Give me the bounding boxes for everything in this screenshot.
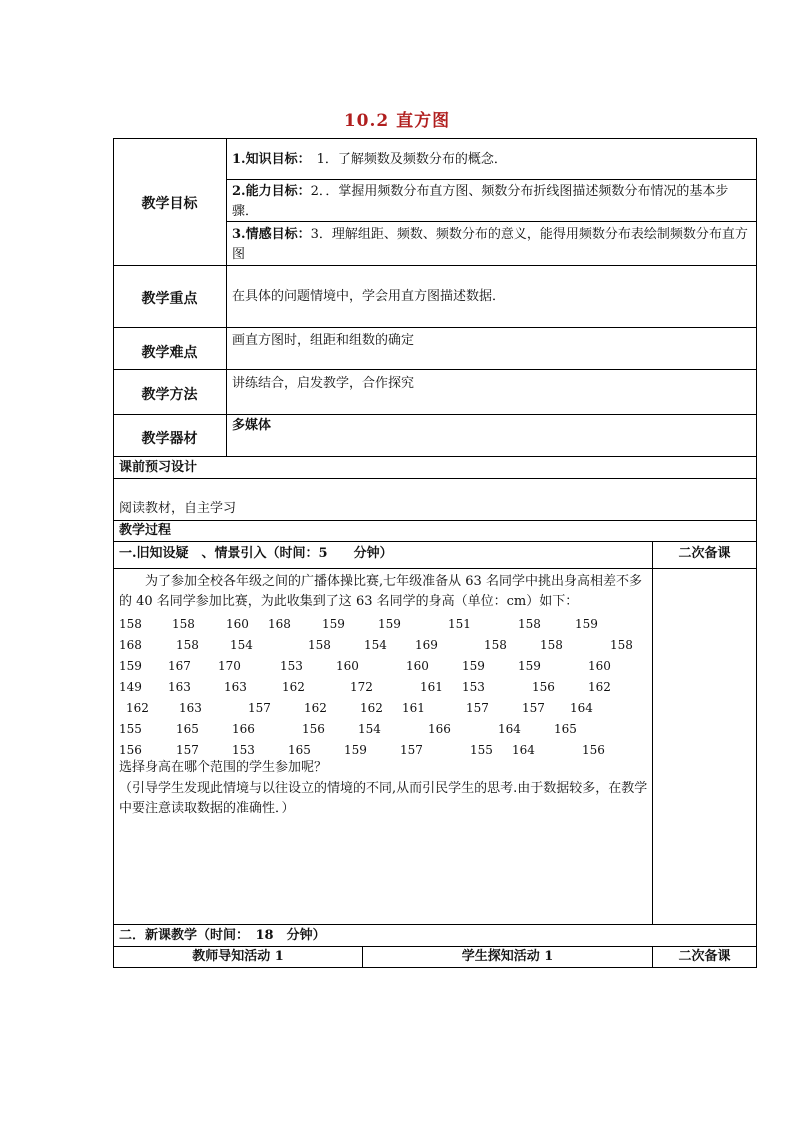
difficulties-label: 教学难点 <box>141 345 198 361</box>
height-value: 166 <box>232 722 255 736</box>
height-value: 153 <box>462 680 485 694</box>
height-value: 155 <box>119 722 142 736</box>
methods-label: 教学方法 <box>141 387 198 403</box>
height-value: 156 <box>582 743 605 757</box>
preview-text: 阅读教材，自主学习 <box>119 501 237 516</box>
height-value: 161 <box>420 680 443 694</box>
key-points-text: 在具体的问题情境中，学会用直方图描述数据． <box>232 289 506 304</box>
equipment-text: 多媒体 <box>232 418 272 433</box>
section1-backup-label: 二次备课 <box>678 546 731 561</box>
height-value: 164 <box>512 743 535 757</box>
height-value: 162 <box>282 680 305 694</box>
height-value: 157 <box>522 701 545 715</box>
height-value: 159 <box>119 659 142 673</box>
height-value: 154 <box>358 722 381 736</box>
height-value: 157 <box>248 701 271 715</box>
height-value: 163 <box>168 680 191 694</box>
section2-backup-header: 二次备课 <box>678 949 731 964</box>
section1-question: 选择身高在哪个范围的学生参加呢？ <box>119 760 328 775</box>
height-value: 154 <box>230 638 253 652</box>
height-value: 167 <box>168 659 191 673</box>
height-value: 158 <box>540 638 563 652</box>
height-value: 160 <box>226 617 249 631</box>
height-value: 159 <box>322 617 345 631</box>
height-value: 162 <box>360 701 383 715</box>
height-value: 158 <box>176 638 199 652</box>
student-activity-header: 学生探知活动 1 <box>461 949 554 964</box>
height-value: 162 <box>126 701 149 715</box>
objective-ability: 2.能力目标：2．．掌握用频数分布直方图、频数分布折线图描述频数分布情况的基本步骤． <box>232 184 729 219</box>
height-value: 162 <box>588 680 611 694</box>
height-value: 160 <box>406 659 429 673</box>
difficulties-text: 画直方图时，组距和组数的确定 <box>232 333 415 348</box>
height-value: 158 <box>610 638 633 652</box>
height-value: 168 <box>268 617 291 631</box>
height-value: 170 <box>218 659 241 673</box>
height-value: 160 <box>588 659 611 673</box>
equipment-label: 教学器材 <box>141 431 198 447</box>
objective-emotion: 3.情感目标：3．理解组距、频数、频数分布的意义，能得用频数分布表绘制频数分布直方图 <box>232 227 748 262</box>
height-value: 165 <box>288 743 311 757</box>
height-value: 169 <box>415 638 438 652</box>
height-value: 157 <box>466 701 489 715</box>
objectives-label: 教学目标 <box>141 196 198 212</box>
height-value: 159 <box>344 743 367 757</box>
height-value: 156 <box>532 680 555 694</box>
height-value: 158 <box>119 617 142 631</box>
height-value: 157 <box>400 743 423 757</box>
height-value: 166 <box>428 722 451 736</box>
preview-heading: 课前预习设计 <box>119 460 198 475</box>
height-value: 163 <box>224 680 247 694</box>
height-value: 159 <box>462 659 485 673</box>
height-value: 164 <box>498 722 521 736</box>
section1-note: （引导学生发现此情境与以往设立的情境的不同,从而引民学生的思考.由于数据较多，在教学中要注意读取数据的准确性．） <box>119 781 648 816</box>
height-value: 161 <box>402 701 425 715</box>
height-value: 168 <box>119 638 142 652</box>
height-value: 160 <box>336 659 359 673</box>
height-value: 151 <box>448 617 471 631</box>
height-value: 158 <box>484 638 507 652</box>
height-value: 159 <box>378 617 401 631</box>
methods-text: 讲练结合，启发教学，合作探究 <box>232 376 415 391</box>
section1-heading: 一.旧知设疑 、情景引入（时间：5 分钟） <box>119 546 393 561</box>
height-value: 153 <box>280 659 303 673</box>
height-value: 154 <box>364 638 387 652</box>
page-title: 10.2 直方图 <box>343 111 451 131</box>
height-value: 159 <box>518 659 541 673</box>
height-value: 159 <box>575 617 598 631</box>
section2-heading: 二．新课教学（时间： 18 分钟） <box>119 928 326 943</box>
key-points-label: 教学重点 <box>141 291 198 307</box>
section1-intro: 为了参加全校各年级之间的广播体操比赛,七年级准备从 63 名同学中挑出身高相差不多的 40 名同学参加比赛，为此收集到了这 63 名同学的身高（单位：cm）如下： <box>119 574 642 609</box>
height-value: 162 <box>304 701 327 715</box>
height-value: 165 <box>554 722 577 736</box>
height-value: 157 <box>176 743 199 757</box>
height-value: 158 <box>518 617 541 631</box>
height-value: 155 <box>470 743 493 757</box>
height-value: 156 <box>302 722 325 736</box>
objective-knowledge: 1.知识目标： 1．了解频数及频数分布的概念． <box>232 152 507 167</box>
height-value: 165 <box>176 722 199 736</box>
process-heading: 教学过程 <box>119 523 172 538</box>
height-value: 156 <box>119 743 142 757</box>
height-value: 172 <box>350 680 373 694</box>
height-value: 164 <box>570 701 593 715</box>
height-value: 153 <box>232 743 255 757</box>
height-value: 163 <box>179 701 202 715</box>
height-value: 158 <box>308 638 331 652</box>
height-value: 158 <box>172 617 195 631</box>
teacher-activity-header: 教师导知活动 1 <box>192 949 284 964</box>
height-value: 149 <box>119 680 142 694</box>
